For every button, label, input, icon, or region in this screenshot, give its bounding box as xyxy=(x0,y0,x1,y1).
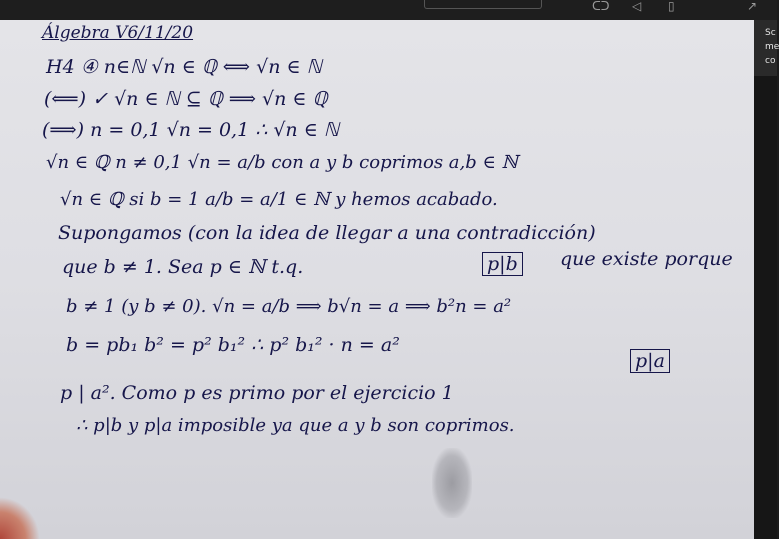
note-line: b = pb₁ b² = p² b₁² ∴ p² b₁² · n = a² xyxy=(66,334,400,356)
note-line: H4 ④ n∈ℕ √n ∈ ℚ ⟺ √n ∈ ℕ xyxy=(46,56,322,78)
captions-icon[interactable]: ᑕᑐ xyxy=(592,0,610,13)
note-line: p | a². Como p es primo por el ejercicio 1 xyxy=(60,382,454,404)
window-icon[interactable]: ▯ xyxy=(668,0,675,13)
speaker-icon[interactable]: ◁ xyxy=(632,0,642,13)
boxed-expression: p|a xyxy=(630,349,670,373)
note-line: Supongamos (con la idea de llegar a una contradicción) xyxy=(58,222,596,244)
note-line: que b ≠ 1. Sea p ∈ ℕ t.q. xyxy=(62,256,304,278)
note-line: √n ∈ ℚ n ≠ 0,1 √n = a/b con a y b coprimos a,b ∈ ℕ xyxy=(46,152,519,173)
side-panel-text: Sc me co xyxy=(754,20,777,76)
app-toolbar xyxy=(0,0,777,20)
note-line: ∴ p|b y p|a imposible ya que a y b son coprimos. xyxy=(76,415,515,436)
note-line: que existe porque xyxy=(560,248,733,270)
expand-arrow-icon[interactable]: ↗ xyxy=(747,0,758,13)
note-line: (⟸) ✓ √n ∈ ℕ ⊆ ℚ ⟹ √n ∈ ℚ xyxy=(44,88,328,110)
note-line: √n ∈ ℚ si b = 1 a/b = a/1 ∈ ℕ y hemos acabado. xyxy=(60,189,498,210)
finger-edge xyxy=(0,497,40,539)
pen-tip-shadow xyxy=(432,448,472,518)
side-panel xyxy=(754,76,777,539)
address-field[interactable] xyxy=(424,0,542,9)
boxed-expression: p|b xyxy=(482,252,523,276)
note-line: (⟹) n = 0,1 √n = 0,1 ∴ √n ∈ ℕ xyxy=(42,119,340,141)
notes-title: Álgebra V6/11/20 xyxy=(42,23,194,43)
note-line: b ≠ 1 (y b ≠ 0). √n = a/b ⟹ b√n = a ⟹ b²n = a² xyxy=(66,296,512,317)
notebook-page xyxy=(0,20,754,539)
